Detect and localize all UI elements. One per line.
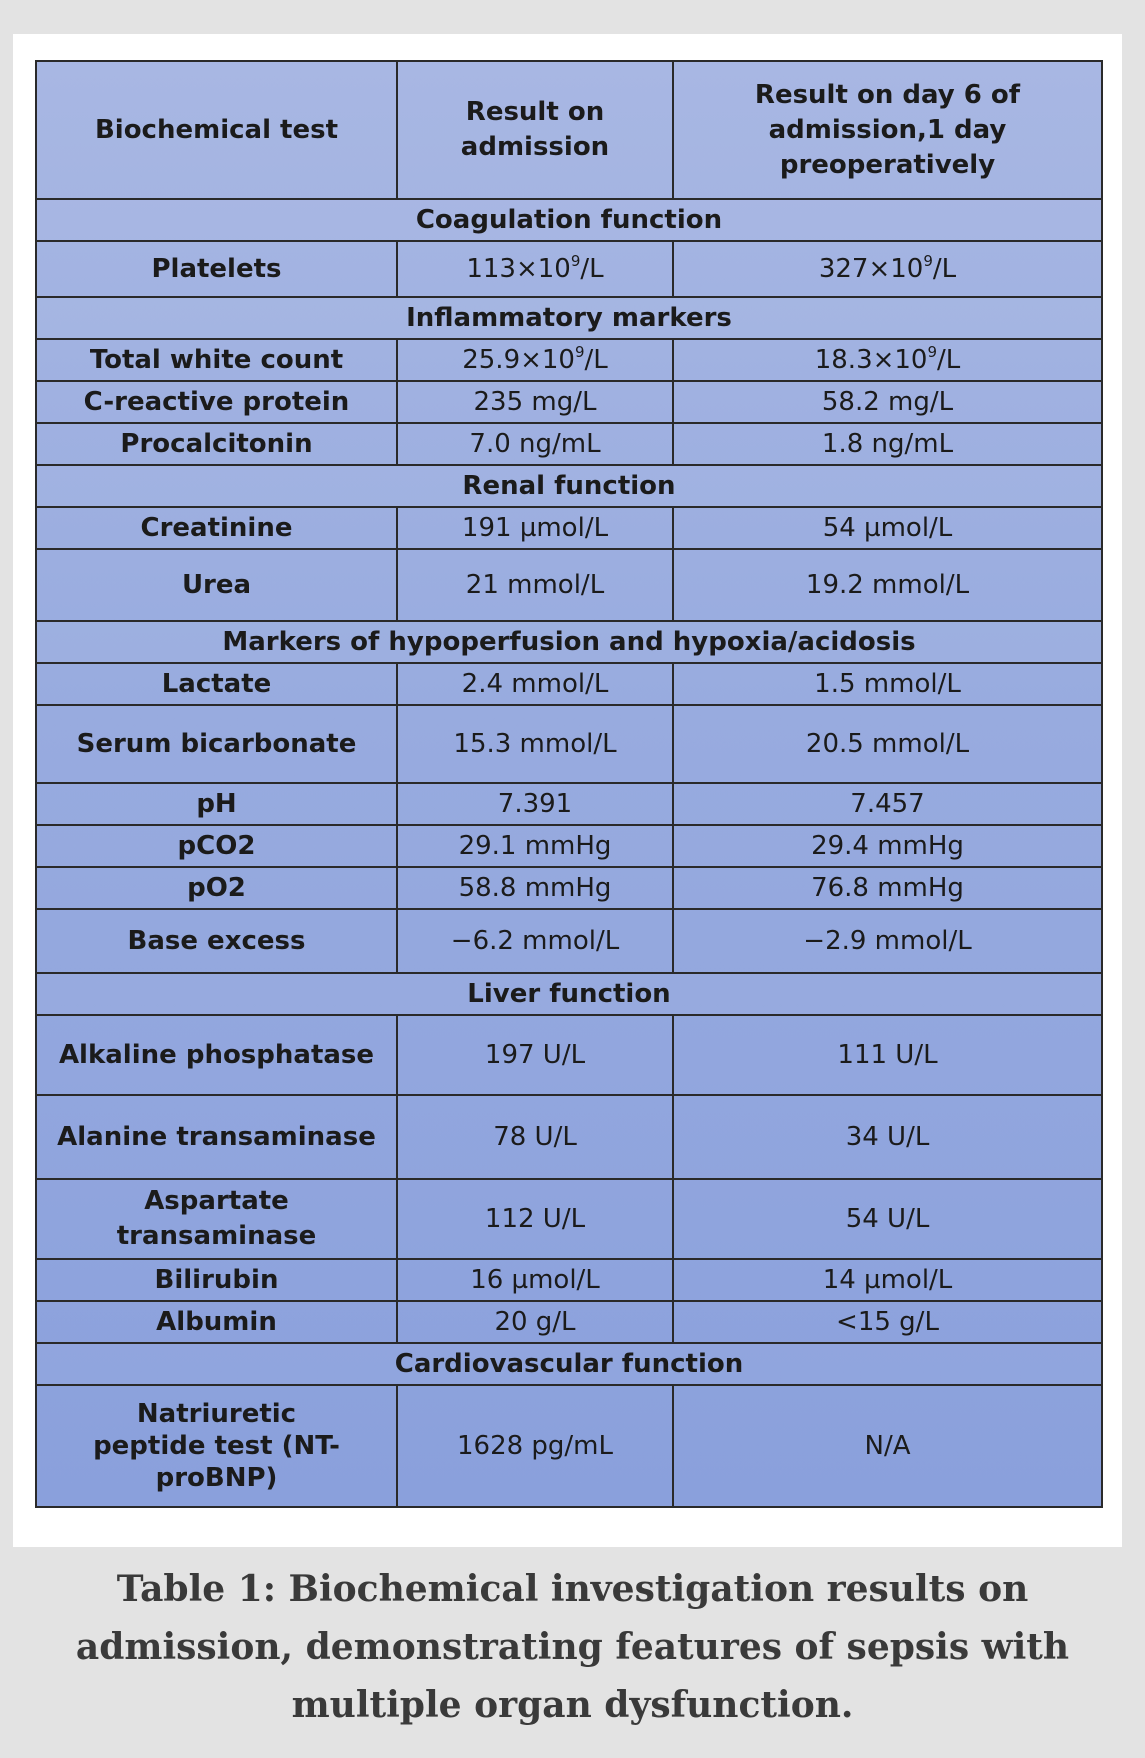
table-row-alanine-transaminase — [36, 1095, 1102, 1179]
value-unit: /L — [584, 344, 608, 375]
header-result-day6 — [673, 61, 1102, 199]
table-row-c-reactive-protein — [36, 381, 1102, 423]
day6-value: N/A — [673, 1385, 1102, 1507]
header-result-on-admission — [397, 61, 673, 199]
day6-value: 34 U/L — [673, 1095, 1102, 1179]
table-header-row — [36, 61, 1102, 199]
table-row-platelets — [36, 241, 1102, 297]
table-row-bilirubin — [36, 1259, 1102, 1301]
admission-value: −6.2 mmol/L — [397, 909, 673, 973]
table-caption: Table 1: Biochemical investigation results on admission, demonstrating features of sepsis with multiple organ dysfunction. — [75, 1568, 1070, 1726]
admission-value: 21 mmol/L — [397, 549, 673, 621]
test-name: Serum bicarbonate — [36, 705, 397, 783]
day6-value: 14 µmol/L — [673, 1259, 1102, 1301]
admission-value — [397, 339, 673, 381]
admission-value: 7.391 — [397, 783, 673, 825]
table-row-aspartate-transaminase — [36, 1179, 1102, 1259]
admission-value: 112 U/L — [397, 1179, 673, 1259]
table-row-total-white-count — [36, 339, 1102, 381]
day6-value: 76.8 mmHg — [673, 867, 1102, 909]
section-row-inflammatory-markers — [36, 297, 1102, 339]
value-exponent: 9 — [927, 342, 938, 361]
admission-value: 2.4 mmol/L — [397, 663, 673, 705]
day6-value: −2.9 mmol/L — [673, 909, 1102, 973]
value-base: 18.3×10 — [814, 344, 928, 375]
day6-value: 111 U/L — [673, 1015, 1102, 1095]
value-exponent: 9 — [923, 251, 933, 270]
table-row-po2 — [36, 867, 1102, 909]
admission-value: 78 U/L — [397, 1095, 673, 1179]
day6-value: 58.2 mg/L — [673, 381, 1102, 423]
value-unit: /L — [580, 253, 604, 284]
test-name: Platelets — [36, 241, 397, 297]
admission-value: 20 g/L — [397, 1301, 673, 1343]
section-row-renal-function — [36, 465, 1102, 507]
test-name: Bilirubin — [36, 1259, 397, 1301]
test-name: Lactate — [36, 663, 397, 705]
header-result-on-admission-text: Result on admission — [460, 97, 610, 162]
test-name: pH — [36, 783, 397, 825]
value-base: 113×10 — [466, 253, 571, 284]
section-heading: Renal function — [36, 465, 1102, 507]
day6-value — [673, 241, 1102, 297]
day6-value: 19.2 mmol/L — [673, 549, 1102, 621]
table-row-base-excess — [36, 909, 1102, 973]
admission-value: 58.8 mmHg — [397, 867, 673, 909]
test-name: pO2 — [36, 867, 397, 909]
test-name: Total white count — [36, 339, 397, 381]
test-name: pCO2 — [36, 825, 397, 867]
value-unit: /L — [932, 253, 957, 284]
day6-value: 1.8 ng/mL — [673, 423, 1102, 465]
test-name: Aspartate transaminase — [36, 1179, 397, 1259]
day6-value: 7.457 — [673, 783, 1102, 825]
table-row-serum-bicarbonate — [36, 705, 1102, 783]
biochemical-results-table — [35, 60, 1103, 1508]
value-exponent: 9 — [574, 342, 585, 361]
header-result-day6-text: Result on day 6 of admission,1 day preoperatively — [754, 79, 1021, 180]
test-name: Procalcitonin — [36, 423, 397, 465]
test-name: C-reactive protein — [36, 381, 397, 423]
table-row-creatinine — [36, 507, 1102, 549]
table-row-natriuretic-peptide-test-nt-probnp — [36, 1385, 1102, 1507]
section-row-coagulation-function — [36, 199, 1102, 241]
admission-value: 197 U/L — [397, 1015, 673, 1095]
section-heading: Coagulation function — [36, 199, 1102, 241]
day6-value: 1.5 mmol/L — [673, 663, 1102, 705]
admission-value — [397, 241, 673, 297]
section-heading: Markers of hypoperfusion and hypoxia/acidosis — [36, 621, 1102, 663]
test-name: Albumin — [36, 1301, 397, 1343]
value-exponent: 9 — [570, 251, 581, 270]
table-row-albumin — [36, 1301, 1102, 1343]
test-name: Creatinine — [36, 507, 397, 549]
section-heading: Cardiovascular function — [36, 1343, 1102, 1385]
section-heading: Inflammatory markers — [36, 297, 1102, 339]
table-frame — [13, 34, 1122, 1547]
test-name: Base excess — [36, 909, 397, 973]
admission-value: 235 mg/L — [397, 381, 673, 423]
day6-value: 54 U/L — [673, 1179, 1102, 1259]
day6-value — [673, 339, 1102, 381]
test-name: Natriuretic peptide test (NT-proBNP) — [36, 1385, 397, 1507]
header-biochemical-test: Biochemical test — [36, 61, 397, 199]
value-base: 25.9×10 — [462, 344, 575, 375]
admission-value: 191 µmol/L — [397, 507, 673, 549]
table-row-procalcitonin — [36, 423, 1102, 465]
day6-value: <15 g/L — [673, 1301, 1102, 1343]
day6-value: 29.4 mmHg — [673, 825, 1102, 867]
section-row-liver-function — [36, 973, 1102, 1015]
admission-value: 1628 pg/mL — [397, 1385, 673, 1507]
table-row-urea — [36, 549, 1102, 621]
table-row-ph — [36, 783, 1102, 825]
test-name: Alkaline phosphatase — [36, 1015, 397, 1095]
test-name: Alanine transaminase — [36, 1095, 397, 1179]
admission-value: 29.1 mmHg — [397, 825, 673, 867]
admission-value: 7.0 ng/mL — [397, 423, 673, 465]
value-base: 327×10 — [818, 253, 924, 284]
admission-value: 15.3 mmol/L — [397, 705, 673, 783]
section-row-markers-of-hypoperfusion-and-hypoxia-acidosis — [36, 621, 1102, 663]
section-heading: Liver function — [36, 973, 1102, 1015]
test-name: Urea — [36, 549, 397, 621]
day6-value: 54 µmol/L — [673, 507, 1102, 549]
section-row-cardiovascular-function — [36, 1343, 1102, 1385]
admission-value: 16 µmol/L — [397, 1259, 673, 1301]
day6-value: 20.5 mmol/L — [673, 705, 1102, 783]
value-unit: /L — [937, 344, 961, 375]
table-row-alkaline-phosphatase — [36, 1015, 1102, 1095]
table-row-lactate — [36, 663, 1102, 705]
table-row-pco2 — [36, 825, 1102, 867]
